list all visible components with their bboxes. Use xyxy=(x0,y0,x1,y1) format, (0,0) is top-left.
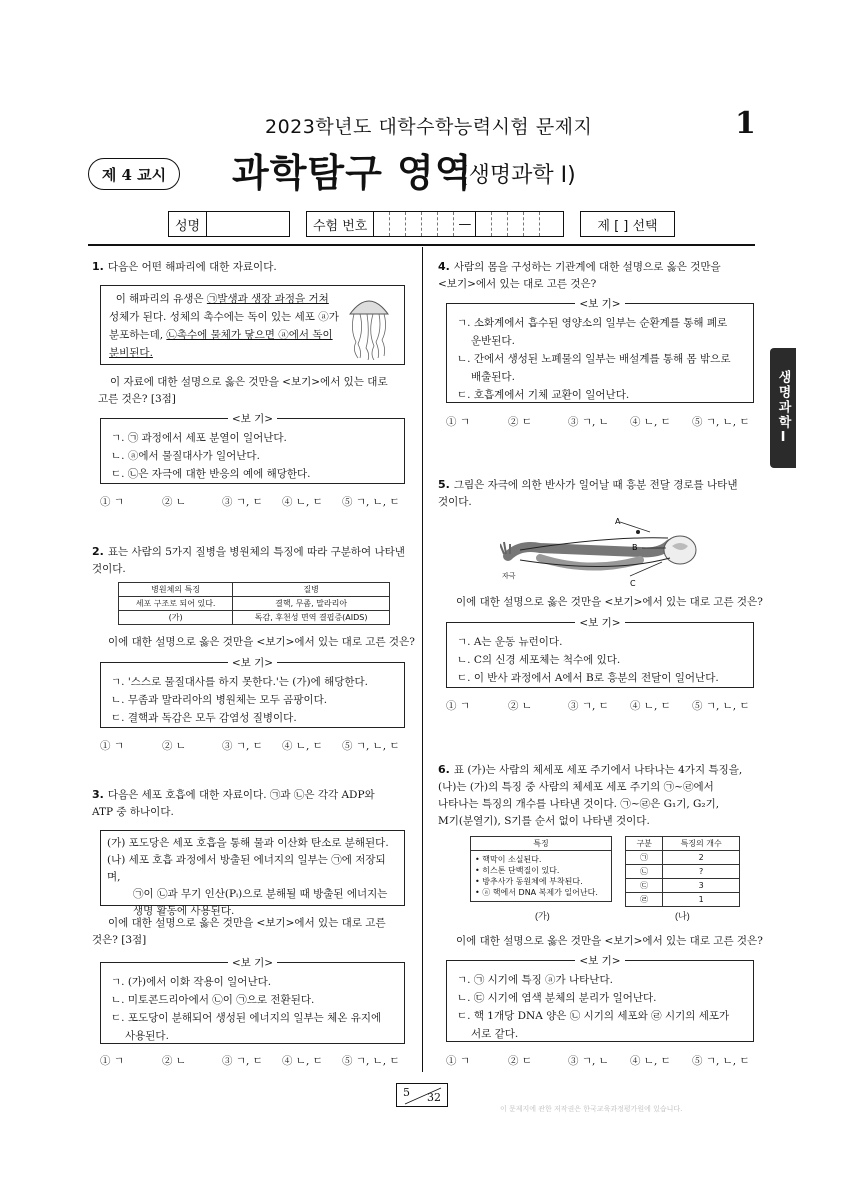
q1-choice-3[interactable]: ③ ㄱ, ㄷ xyxy=(222,496,263,508)
q6-prompt: 이에 대한 설명으로 옳은 것만을 <보기>에서 있는 대로 고른 것은? xyxy=(456,935,763,947)
q6-choice-5[interactable]: ⑤ ㄱ, ㄴ, ㄷ xyxy=(692,1055,750,1067)
q6-table-a: 특징 • 핵막이 소실된다. • 히스톤 단백질이 있다. • 방추사가 동원체에 부착된다. • ⓐ 핵에서 DNA 복제가 일어난다. xyxy=(470,836,612,902)
q5-choice-1[interactable]: ① ㄱ xyxy=(446,700,470,712)
q1-data-box: 이 해파리의 유생은 ㉠발생과 생장 과정을 거쳐 성체가 된다. 성체의 촉수에는 독이 있는 세포 ⓐ가 분포하는데, ㉡촉수에 물체가 닿으면 ⓐ에서 독이 분비된다. xyxy=(100,285,405,365)
exam-number-field[interactable] xyxy=(306,211,564,237)
exam-number-dash: — xyxy=(454,212,476,236)
q2-choices xyxy=(100,738,400,753)
q1-choice-4[interactable]: ④ ㄴ, ㄷ xyxy=(282,496,323,508)
q5-stem: 5. 그림은 자극에 의한 반사가 일어날 때 흥분 전달 경로를 나타낸 것이다. xyxy=(438,478,738,508)
q4-choices xyxy=(446,414,750,429)
q3-choice-4[interactable]: ④ ㄴ, ㄷ xyxy=(282,1055,323,1067)
q4-choice-4[interactable]: ④ ㄴ, ㄷ xyxy=(630,416,671,428)
subject-side-tab: 생명과학Ⅰ xyxy=(770,348,796,468)
footer-page-total: 32 xyxy=(427,1091,441,1104)
q1-choices xyxy=(100,494,400,509)
q4-stem: 4. 사람의 몸을 구성하는 기관계에 대한 설명으로 옳은 것만을 <보기>에서 있는 대로 고른 것은? xyxy=(438,260,721,290)
q2-stem: 2. 표는 사람의 5가지 질병을 병원체의 특징에 따라 구분하여 나타낸 것이다. xyxy=(92,545,405,575)
fig-label-a: A xyxy=(615,517,621,526)
q6-choice-1[interactable]: ① ㄱ xyxy=(446,1055,470,1067)
q1-bogi-box: <보 기> ㄱ. ㉠ 과정에서 세포 분열이 일어난다. ㄴ. ⓐ에서 물질대사가 일어난다. ㄷ. ㉡은 자극에 대한 반응의 예에 해당한다. xyxy=(100,418,405,484)
subject-subtitle: (생명과학 Ⅰ) xyxy=(460,163,576,188)
q3-choice-3[interactable]: ③ ㄱ, ㄷ xyxy=(222,1055,263,1067)
fig-label-stimulus: 자극 xyxy=(502,572,516,580)
q6-choices xyxy=(446,1053,750,1068)
subject-title: 과학탐구 영역 xyxy=(232,151,473,195)
column-divider xyxy=(422,247,423,1072)
q2-choice-4[interactable]: ④ ㄴ, ㄷ xyxy=(282,740,323,752)
q5-prompt: 이에 대한 설명으로 옳은 것만을 <보기>에서 있는 대로 고른 것은? xyxy=(456,596,763,608)
period-badge: 제 4 교시 xyxy=(88,158,180,190)
q2-choice-3[interactable]: ③ ㄱ, ㄷ xyxy=(222,740,263,752)
q2-bogi-box: <보 기> ㄱ. '스스로 물질대사를 하지 못한다.'는 (가)에 해당한다. ㄴ. 무좀과 말라리아의 병원체는 모두 곰팡이다. ㄷ. 결핵과 독감은 모두 감염성 질병이다. xyxy=(100,662,405,728)
jellyfish-image xyxy=(340,290,398,360)
subject-select-label: 제 [ ] 선택 xyxy=(597,218,658,234)
q3-choices xyxy=(100,1053,400,1068)
q5-choices xyxy=(446,698,750,713)
q4-choice-1[interactable]: ① ㄱ xyxy=(446,416,470,428)
reflex-arc-figure xyxy=(500,514,710,590)
q3-data-box: (가) 포도당은 세포 호흡을 통해 물과 이산화 탄소로 분해된다. (나) 세포 호흡 과정에서 방출된 에너지의 일부는 ㉠에 저장되며, ㉠이 ㉡과 무기 인산(Pᵢ)으로 분해될 때 방출된 에너지는 생명 활동에 사용된다. xyxy=(100,830,405,906)
q2-table: 병원체의 특징 질병 세포 구조로 되어 있다. 결핵, 무좀, 말라리아 (가) 독감, 후천성 면역 결핍증(AIDS) xyxy=(118,582,390,625)
exam-number-label: 수험 번호 xyxy=(307,212,374,236)
q6-table-a-caption: (가) xyxy=(535,911,550,921)
q3-choice-5[interactable]: ⑤ ㄱ, ㄴ, ㄷ xyxy=(342,1055,400,1067)
q2-choice-5[interactable]: ⑤ ㄱ, ㄴ, ㄷ xyxy=(342,740,400,752)
q6-choice-2[interactable]: ② ㄷ xyxy=(508,1055,532,1067)
exam-number-cells-2 xyxy=(476,212,556,236)
fig-label-b: B xyxy=(632,543,638,552)
q5-choice-5[interactable]: ⑤ ㄱ, ㄴ, ㄷ xyxy=(692,700,750,712)
q4-choice-3[interactable]: ③ ㄱ, ㄴ xyxy=(568,416,609,428)
q3-prompt: 이에 대한 설명으로 옳은 것만을 <보기>에서 있는 대로 고른 것은? [3점] xyxy=(92,917,386,946)
fig-label-c: C xyxy=(630,579,636,588)
name-field[interactable] xyxy=(168,211,290,237)
exam-title: 2023학년도 대학수학능력시험 문제지 xyxy=(265,116,593,138)
q2-choice-2[interactable]: ② ㄴ xyxy=(162,740,186,752)
page-number: 1 xyxy=(735,106,756,141)
q6-table-b-caption: (나) xyxy=(675,911,690,921)
name-label: 성명 xyxy=(169,212,207,236)
q2-choice-1[interactable]: ① ㄱ xyxy=(100,740,124,752)
q1-prompt: 이 자료에 대한 설명으로 옳은 것만을 <보기>에서 있는 대로 고른 것은? [3점] xyxy=(98,376,388,405)
q4-choice-2[interactable]: ② ㄷ xyxy=(508,416,532,428)
q5-choice-3[interactable]: ③ ㄱ, ㄷ xyxy=(568,700,609,712)
q6-bogi-box: <보 기> ㄱ. ㉠ 시기에 특징 ⓐ가 나타난다. ㄴ. ㉢ 시기에 염색 분체의 분리가 일어난다. ㄷ. 핵 1개당 DNA 양은 ㉡ 시기의 세포와 ㉣ 시기의 세포가 서로 같다. xyxy=(446,960,754,1042)
q6-choice-4[interactable]: ④ ㄴ, ㄷ xyxy=(630,1055,671,1067)
q4-choice-5[interactable]: ⑤ ㄱ, ㄴ, ㄷ xyxy=(692,416,750,428)
q5-choice-2[interactable]: ② ㄴ xyxy=(508,700,532,712)
footer-page-current: 5 xyxy=(403,1086,410,1099)
q3-choice-1[interactable]: ① ㄱ xyxy=(100,1055,124,1067)
subject-select-field[interactable] xyxy=(580,211,675,237)
header-rule xyxy=(88,244,755,246)
q3-bogi-box: <보 기> ㄱ. (가)에서 이화 작용이 일어난다. ㄴ. 미토콘드리아에서 ㉡이 ㉠으로 전환된다. ㄷ. 포도당이 분해되어 생성된 에너지의 일부는 체온 유지에 사용된다. xyxy=(100,962,405,1044)
q1-stem: 1. 다음은 어떤 해파리에 대한 자료이다. xyxy=(92,260,277,273)
q1-choice-2[interactable]: ② ㄴ xyxy=(162,496,186,508)
q1-choice-1[interactable]: ① ㄱ xyxy=(100,496,124,508)
copyright-notice: 이 문제지에 관한 저작권은 한국교육과정평가원에 있습니다. xyxy=(500,1105,683,1113)
q5-bogi-box: <보 기> ㄱ. A는 운동 뉴런이다. ㄴ. C의 신경 세포체는 척수에 있다. ㄷ. 이 반사 과정에서 A에서 B로 흥분의 전달이 일어난다. xyxy=(446,622,754,688)
q3-choice-2[interactable]: ② ㄴ xyxy=(162,1055,186,1067)
q4-bogi-box: <보 기> ㄱ. 소화계에서 흡수된 영양소의 일부는 순환계를 통해 폐로 운반된다. ㄴ. 간에서 생성된 노폐물의 일부는 배설계를 통해 몸 밖으로 배출된다. ㄷ. 호흡계에서 기체 교환이 일어난다. xyxy=(446,303,754,403)
q2-prompt: 이에 대한 설명으로 옳은 것만을 <보기>에서 있는 대로 고른 것은? xyxy=(108,636,415,648)
q6-stem: 6. 표 (가)는 사람의 체세포 세포 주기에서 나타나는 4가지 특징을, (나)는 (가)의 특징 중 사람의 체세포 세포 주기의 ㉠~㉣에서 나타나는 특징의 개수를 나타낸 것이다. ㉠~㉣은 G₁기, G₂기, M기(분열기), S기를 순서 없이 나타낸 것이다. xyxy=(438,763,743,827)
q6-table-b: 구분 특징의 개수 ㉠ 2 ㉡ ? ㉢ 3 ㉣ 1 xyxy=(625,836,740,907)
footer-page-indicator xyxy=(396,1083,448,1107)
q3-stem: 3. 다음은 세포 호흡에 대한 자료이다. ㉠과 ㉡은 각각 ADP와 ATP 중 하나이다. xyxy=(92,788,375,818)
q5-choice-4[interactable]: ④ ㄴ, ㄷ xyxy=(630,700,671,712)
q1-choice-5[interactable]: ⑤ ㄱ, ㄴ, ㄷ xyxy=(342,496,400,508)
q6-choice-3[interactable]: ③ ㄱ, ㄴ xyxy=(568,1055,609,1067)
exam-number-cells xyxy=(374,212,454,236)
